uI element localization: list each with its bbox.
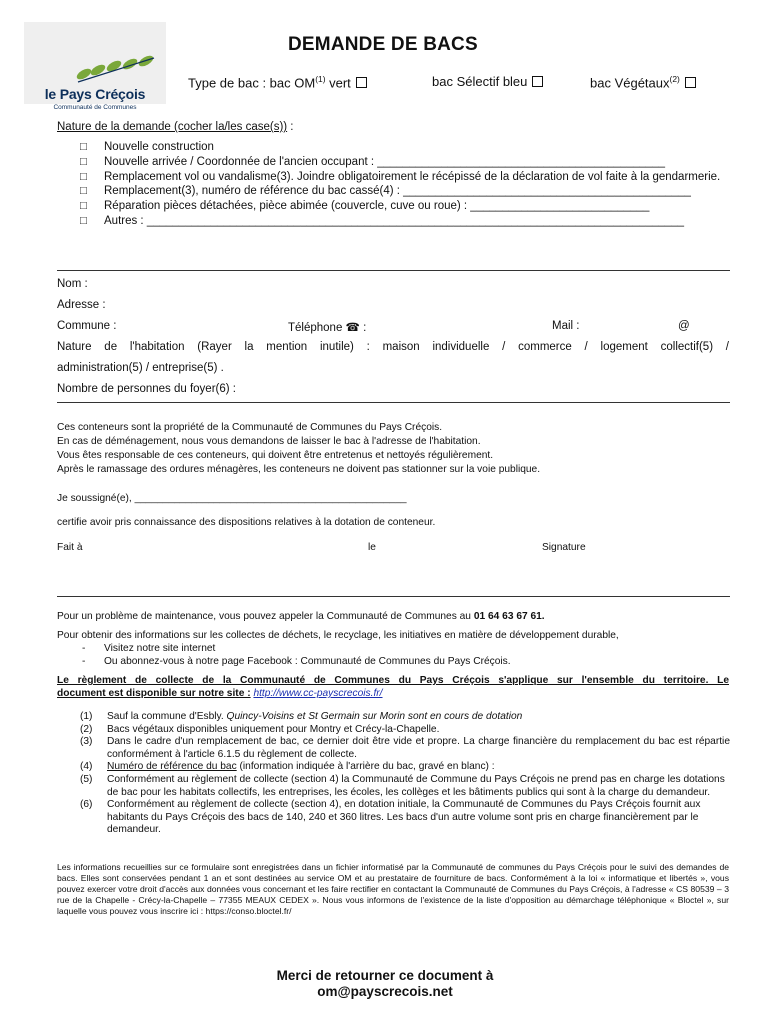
divider	[57, 402, 730, 403]
type-om	[188, 74, 367, 90]
nature-heading	[57, 121, 294, 133]
fait-a-field[interactable]: Fait à	[57, 542, 83, 553]
phone-number: 01 64 63 67 61.	[473, 611, 545, 622]
nature-item[interactable]	[80, 155, 730, 170]
nature-item-label: Réparation pièces détachées, pièce abimée (couvercle, cuve ou roue) : ____________________________	[104, 200, 650, 213]
checkbox-icon[interactable]: □	[80, 185, 87, 198]
note-text: Conformément au règlement de collecte (section 4), en dotation initiale, la Communauté de Communes du Pays Créçois fournit aux habitants du Pays Créçois des bacs de 140, 240 et 360 litres. Les bacs d'un autre volume sont pris en charge financièrement par le demandeur.	[107, 799, 701, 836]
nature-item-label: Remplacement(3), numéro de référence du bac cassé(4) : _____________________________________________	[104, 185, 691, 198]
nature-item-label: Nouvelle arrivée / Coordonnée de l'ancien occupant : _____________________________________________	[104, 155, 666, 168]
note-number: (6)	[80, 799, 93, 811]
checkbox-icon[interactable]: □	[80, 200, 87, 213]
maintenance-text: Pour un problème de maintenance, vous pouvez appeler la Communauté de Communes au	[57, 611, 471, 622]
type-selectif-label: bac Sélectif bleu	[432, 74, 528, 89]
privacy-notice: Les informations recueillies sur ce formulaire sont enregistrées dans un fichier informatisé par la Communauté de communes du Pays Créçois pour le suivi des demandes de bacs. Elles sont conservées pendant 1 an et sont destinées au service OM et au prestataire de fourniture de bacs. Conformément à la loi « informatique et libertés », vous pouvez exercer votre droit d'accès aux données vous concernant et les faire rectifier en contactant la Communauté de Communes du Pays Créçois, à l'adresse « CS 80539 – 3 rue de la Chapelle - Crécy-la-Chapelle – 77355 MEAUX CEDEX ». Nous vous informons de l'existence de la liste d'opposition au démarchage téléphonique « Bloctel », sur laquelle vous pouvez vous inscrire ici : https://conso.bloctel.fr/	[57, 862, 729, 916]
personnes-field[interactable]: Nombre de personnes du foyer(6) :	[57, 383, 236, 395]
type-vegetaux-sup: (2)	[669, 74, 680, 84]
note-text: (information indiquée à l'arrière du bac, gravé en blanc) :	[236, 761, 495, 773]
nature-item[interactable]	[80, 170, 730, 185]
info-line: Après le ramassage des ordures ménagères, les conteneurs ne doivent pas stationner sur la voie publique.	[57, 464, 541, 475]
note-number: (1)	[80, 711, 93, 722]
checkbox-icon[interactable]: □	[80, 155, 87, 168]
note-text: Bacs végétaux disponibles uniquement pour Montry et Crécy-la-Chapelle.	[107, 723, 440, 735]
note-text: Sauf la commune d'Esbly.	[107, 711, 224, 722]
reglement-text: document est disponible sur notre site :	[57, 688, 251, 699]
note-number: (5)	[80, 773, 93, 785]
note-text: Dans le cadre d'un remplacement de bac, ce dernier doit être vide et propre. La charge financière du remplacement du bac est répartie conformément à l'article 6.1.5 du règlement de collecte.	[107, 736, 730, 760]
telephone-field[interactable]: Téléphone ☎ :	[288, 322, 367, 334]
adresse-field[interactable]: Adresse :	[57, 299, 106, 311]
nature-item-label: Remplacement vol ou vandalisme(3). Joindre obligatoirement le récépissé de la déclaration de vol faite à la gendarmerie.	[104, 170, 721, 183]
website-link[interactable]: http://www.cc-payscrecois.fr/	[253, 688, 383, 699]
more-info-line: Pour obtenir des informations sur les collectes de déchets, le recyclage, les initiatives en matière de développement durable,	[57, 630, 619, 641]
note-italic: Quincy-Voisins et St Germain sur Morin sont en cours de dotation	[226, 711, 523, 722]
mail-at: @	[678, 320, 690, 332]
habitation-line2[interactable]: administration(5) / entreprise(5) .	[57, 362, 224, 374]
divider	[57, 270, 730, 271]
nature-list	[80, 140, 730, 229]
note-item	[80, 774, 730, 799]
checkbox-icon[interactable]: □	[80, 170, 87, 183]
info-line: Vous êtes responsable de ces conteneurs, qui doivent être entretenus et nettoyés régulièrement.	[57, 450, 494, 461]
nom-field[interactable]: Nom :	[57, 278, 88, 290]
footer-email[interactable]: om@payscrecois.net	[317, 984, 453, 999]
soussigne-field[interactable]: Je soussigné(e), ________________________________________________	[57, 493, 407, 504]
reglement-line2	[57, 687, 729, 701]
habitation-line1[interactable]: Nature de l'habitation (Rayer la mention inutile) : maison individuelle / commerce / logement collectif(5) /	[57, 341, 729, 353]
date-field[interactable]: le	[368, 542, 376, 553]
maintenance-line	[57, 610, 729, 624]
certifie-text: certifie avoir pris connaissance des dispositions relatives à la dotation de conteneur.	[57, 517, 436, 528]
checkbox-icon[interactable]: □	[80, 141, 87, 153]
bullet-text: Visitez notre site internet	[104, 643, 216, 654]
nature-item-label: Nouvelle construction	[104, 141, 214, 153]
note-underline: Numéro de référence du bac	[107, 761, 237, 773]
note-item	[80, 761, 730, 774]
note-item	[80, 711, 730, 724]
type-om-label: Type de bac : bac OM	[188, 75, 316, 91]
info-line: Ces conteneurs sont la propriété de la Communauté de Communes du Pays Créçois.	[57, 422, 443, 433]
page-title: DEMANDE DE BACS	[288, 34, 478, 55]
bullet-text: Ou abonnez-vous à notre page Facebook : Communauté de Communes du Pays Créçois.	[104, 656, 511, 667]
note-number: (3)	[80, 736, 93, 748]
type-selectif-checkbox[interactable]	[532, 76, 543, 87]
signature-field[interactable]: Signature	[542, 542, 586, 553]
type-vegetaux-label: bac Végétaux	[590, 75, 670, 91]
bullet-item: - Visitez notre site internet	[82, 643, 216, 654]
info-block	[57, 421, 729, 477]
reglement-line1: Le règlement de collecte de la Communauté de Communes du Pays Créçois s'applique sur l'ensemble du territoire. Le	[57, 675, 729, 686]
checkbox-icon[interactable]: □	[80, 214, 87, 227]
type-om-after: vert	[325, 75, 351, 91]
note-item	[80, 799, 730, 837]
type-om-sup: (1)	[315, 74, 326, 84]
type-vegetaux	[590, 74, 696, 90]
logo	[24, 22, 166, 111]
note-number: (4)	[80, 761, 93, 773]
sprig-icon	[74, 52, 162, 84]
nature-item-label: Autres : ____________________________________________________________________________________	[104, 214, 685, 227]
note-item	[80, 736, 730, 761]
nature-item[interactable]	[80, 214, 730, 229]
commune-field[interactable]: Commune :	[57, 320, 117, 332]
type-om-checkbox[interactable]	[356, 77, 367, 88]
footer-line1: Merci de retourner ce document à	[276, 968, 494, 983]
note-item	[80, 724, 730, 737]
divider	[57, 596, 730, 597]
logo-name: le Pays Créçois	[44, 86, 146, 102]
nature-heading-text: Nature de la demande (cocher la/les case(s))	[57, 121, 288, 133]
nature-item[interactable]	[80, 184, 730, 199]
nature-item[interactable]	[80, 140, 730, 155]
note-text: Conformément au règlement de collecte (section 4) la Communauté de Commune du Pays Créçois ne prend pas en charge les dotations de bac pour les habitats collectifs, les entreprises, les écoles, les collèges et les bâtiments publics qui sont à la charge du demandeur.	[107, 773, 725, 798]
mail-field[interactable]: Mail :	[552, 320, 580, 332]
notes-list	[80, 711, 730, 837]
bullet-item: - Ou abonnez-vous à notre page Facebook : Communauté de Communes du Pays Créçois.	[82, 656, 511, 667]
logo-subtitle: Communauté de Communes	[53, 104, 137, 111]
nature-item[interactable]	[80, 199, 730, 214]
info-line: En cas de déménagement, nous vous demandons de laisser le bac à l'adresse de l'habitation.	[57, 436, 481, 447]
type-selectif	[432, 74, 543, 89]
nature-heading-suffix: :	[287, 121, 294, 133]
type-vegetaux-checkbox[interactable]	[685, 77, 696, 88]
note-number: (2)	[80, 723, 93, 735]
